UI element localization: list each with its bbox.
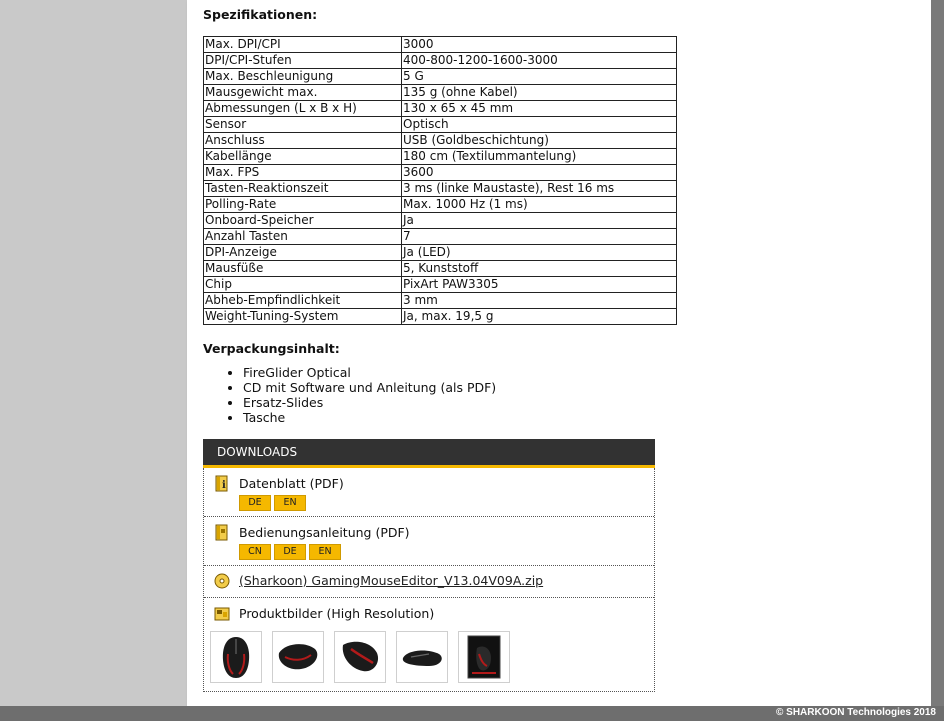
spec-key: Anschluss: [204, 133, 402, 149]
manual-title: Bedienungsanleitung (PDF): [239, 525, 410, 540]
spec-row: [204, 69, 677, 85]
package-item: • Tasche: [243, 410, 496, 425]
spec-row: [204, 197, 677, 213]
spec-key: Abmessungen (L x B x H): [204, 101, 402, 117]
spec-row: [204, 309, 677, 325]
spec-row: [204, 213, 677, 229]
spec-key: Mausfüße: [204, 261, 402, 277]
spec-row: [204, 165, 677, 181]
copyright-text: © SHARKOON Technologies 2018: [776, 707, 936, 718]
download-row-datasheet: [204, 468, 654, 516]
spec-value: 400-800-1200-1600-3000: [402, 53, 677, 69]
spec-key: Anzahl Tasten: [204, 229, 402, 245]
download-row-software: [204, 565, 654, 597]
spec-value: Ja: [402, 213, 677, 229]
product-image-thumb[interactable]: [334, 631, 386, 683]
datasheet-lang-de-button[interactable]: DE: [239, 495, 271, 511]
info-document-icon: [214, 475, 230, 492]
spec-key: Weight-Tuning-System: [204, 309, 402, 325]
spec-row: [204, 277, 677, 293]
spec-key: Kabellänge: [204, 149, 402, 165]
manual-lang-en-button[interactable]: EN: [309, 544, 341, 560]
spec-row: [204, 85, 677, 101]
spec-value: 180 cm (Textilummantelung): [402, 149, 677, 165]
spec-value: 135 g (ohne Kabel): [402, 85, 677, 101]
spec-value: 5 G: [402, 69, 677, 85]
specs-table: [203, 36, 677, 325]
svg-text:i: i: [222, 480, 226, 491]
spec-row: [204, 293, 677, 309]
product-image-thumb[interactable]: [458, 631, 510, 683]
spec-row: [204, 261, 677, 277]
product-image-thumb[interactable]: [272, 631, 324, 683]
download-row-manual: [204, 516, 654, 565]
spec-value: 7: [402, 229, 677, 245]
spec-value: 3000: [402, 37, 677, 53]
spec-value: 3600: [402, 165, 677, 181]
software-download-link[interactable]: (Sharkoon) GamingMouseEditor_V13.04V09A.zip: [239, 573, 544, 588]
manual-book-icon: [214, 524, 230, 541]
spec-key: Onboard-Speicher: [204, 213, 402, 229]
left-gutter: [0, 0, 187, 721]
spec-value: Ja (LED): [402, 245, 677, 261]
package-item: • FireGlider Optical: [243, 365, 496, 380]
spec-row: [204, 37, 677, 53]
spec-row: [204, 229, 677, 245]
spec-key: Abheb-Empfindlichkeit: [204, 293, 402, 309]
spec-row: [204, 117, 677, 133]
spec-value: USB (Goldbeschichtung): [402, 133, 677, 149]
spec-value: PixArt PAW3305: [402, 277, 677, 293]
cd-disc-icon: [214, 572, 230, 589]
datasheet-lang-en-button[interactable]: EN: [274, 495, 306, 511]
product-image-thumb[interactable]: [210, 631, 262, 683]
right-gutter: [931, 0, 944, 706]
spec-value: 3 ms (linke Maustaste), Rest 16 ms: [402, 181, 677, 197]
product-image-thumb[interactable]: [396, 631, 448, 683]
spec-key: Sensor: [204, 117, 402, 133]
spec-row: [204, 149, 677, 165]
spec-key: Mausgewicht max.: [204, 85, 402, 101]
package-item: • CD mit Software und Anleitung (als PDF): [243, 380, 496, 395]
package-list: [203, 365, 496, 425]
spec-row: [204, 101, 677, 117]
downloads-box: [203, 439, 655, 692]
manual-lang-de-button[interactable]: DE: [274, 544, 306, 560]
spec-row: [204, 53, 677, 69]
specs-heading: Spezifikationen:: [203, 7, 318, 22]
spec-row: [204, 245, 677, 261]
spec-key: DPI-Anzeige: [204, 245, 402, 261]
spec-value: 5, Kunststoff: [402, 261, 677, 277]
spec-value: Ja, max. 19,5 g: [402, 309, 677, 325]
downloads-header: DOWNLOADS: [203, 439, 655, 468]
image-folder-icon: [214, 605, 230, 622]
spec-key: DPI/CPI-Stufen: [204, 53, 402, 69]
spec-value: 3 mm: [402, 293, 677, 309]
spec-key: Max. DPI/CPI: [204, 37, 402, 53]
package-item: • Ersatz-Slides: [243, 395, 496, 410]
images-title: Produktbilder (High Resolution): [239, 606, 435, 621]
spec-key: Chip: [204, 277, 402, 293]
spec-key: Max. FPS: [204, 165, 402, 181]
spec-row: [204, 181, 677, 197]
spec-value: Max. 1000 Hz (1 ms): [402, 197, 677, 213]
manual-lang-cn-button[interactable]: CN: [239, 544, 271, 560]
spec-key: Tasten-Reaktionszeit: [204, 181, 402, 197]
spec-value: Optisch: [402, 117, 677, 133]
spec-value: 130 x 65 x 45 mm: [402, 101, 677, 117]
package-heading: Verpackungsinhalt:: [203, 341, 340, 356]
spec-key: Max. Beschleunigung: [204, 69, 402, 85]
datasheet-title: Datenblatt (PDF): [239, 476, 344, 491]
download-row-images: [204, 597, 654, 691]
spec-key: Polling-Rate: [204, 197, 402, 213]
spec-row: [204, 133, 677, 149]
